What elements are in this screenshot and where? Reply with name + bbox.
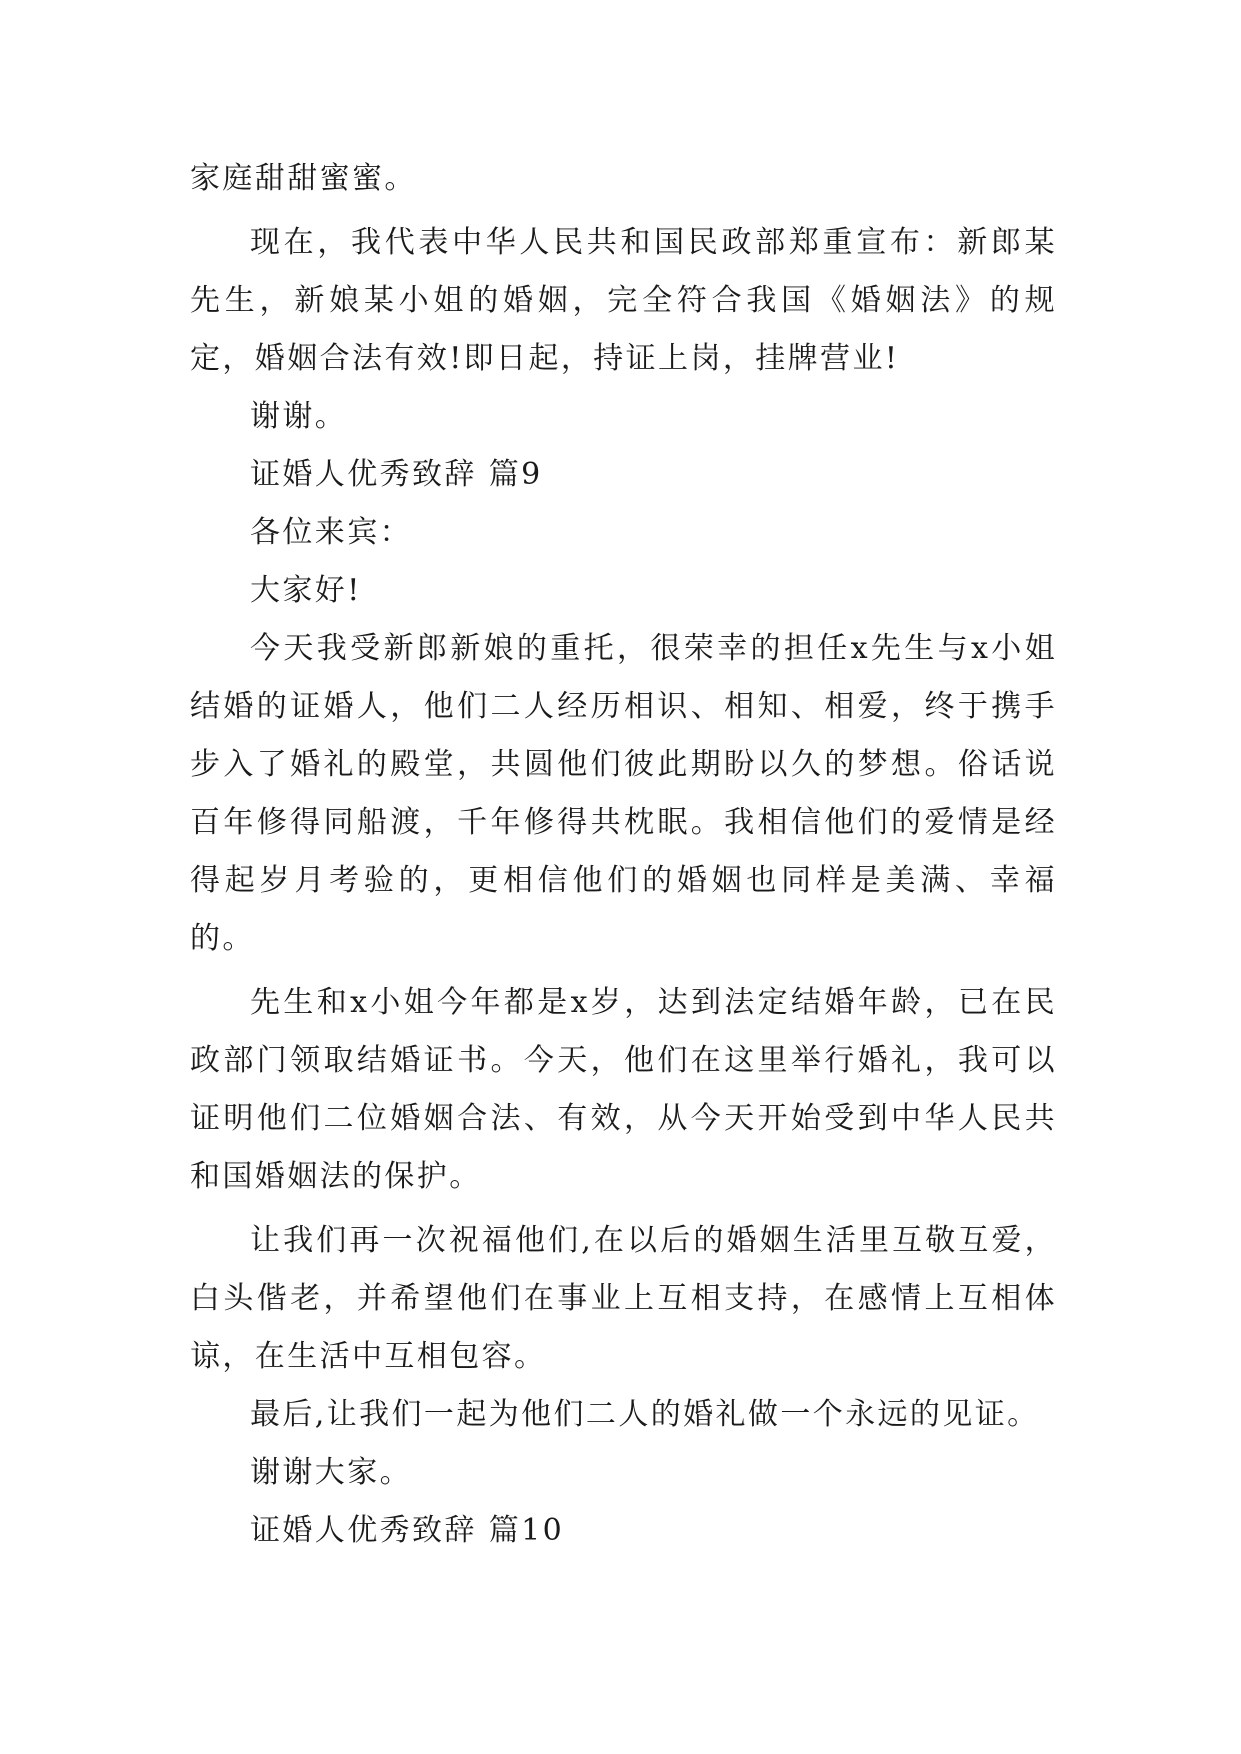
paragraph-declaration: 现在，我代表中华人民共和国民政部郑重宣布：新郎某先生，新娘某小姐的婚姻，完全符合我国《婚姻法》的规定，婚姻合法有效!即日起，持证上岗，挂牌营业! [190,225,1057,376]
document-page [190,150,1057,1560]
paragraph-salutation: 各位来宾： [250,515,412,550]
paragraph-body-1: 今天我受新郎新娘的重托，很荣幸的担任x先生与x小姐结婚的证婚人，他们二人经历相识、相知、相爱，终于携手步入了婚礼的殿堂，共圆他们彼此期盼以久的梦想。俗话说百年修得同船渡，千年修得共枕眠。我相信他们的爱情是经得起岁月考验的，更相信他们的婚姻也同样是美满、幸福的。 [190,631,1057,956]
paragraph-thanks: 谢谢。 [250,399,348,434]
paragraph-closing: 最后,让我们一起为他们二人的婚礼做一个永远的见证。 [250,1397,1040,1432]
paragraph-greeting: 大家好! [250,573,362,608]
section-heading-10: 证婚人优秀致辞 篇10 [250,1513,565,1548]
paragraph-thanks-all: 谢谢大家。 [250,1455,412,1490]
paragraph-body-2: 先生和x小姐今年都是x岁，达到法定结婚年龄，已在民政部门领取结婚证书。今天，他们在这里举行婚礼，我可以证明他们二位婚姻合法、有效，从今天开始受到中华人民共和国婚姻法的保护。 [190,985,1057,1194]
paragraph-continuation: 家庭甜甜蜜蜜。 [190,161,417,196]
section-heading-9: 证婚人优秀致辞 篇9 [250,457,543,492]
paragraph-blessing: 让我们再一次祝福他们,在以后的婚姻生活里互敬互爱，白头偕老，并希望他们在事业上互相支持，在感情上互相体谅，在生活中互相包容。 [190,1223,1057,1374]
